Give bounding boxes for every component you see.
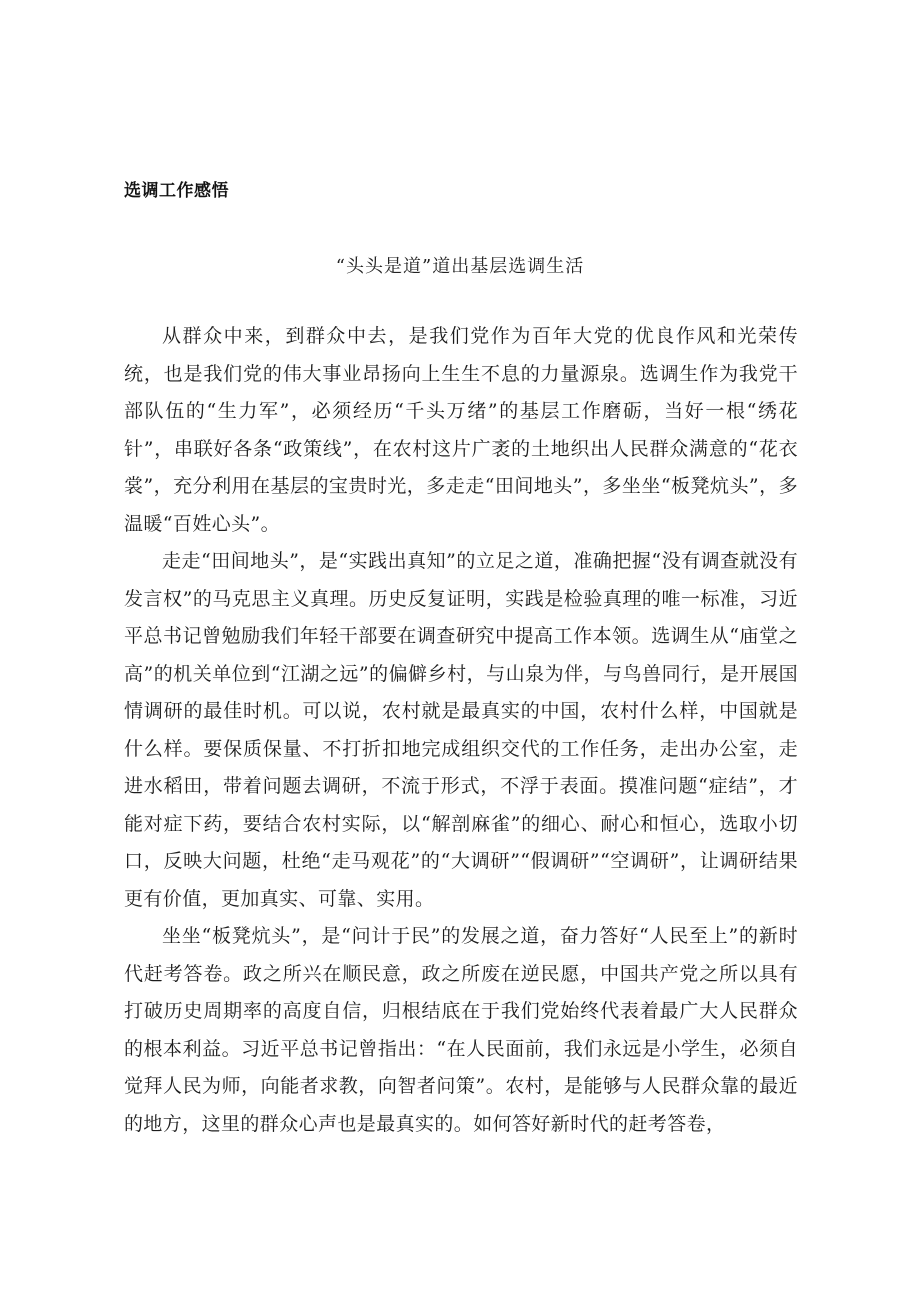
section-label: 选调工作感悟 (124, 181, 229, 201)
article-title: “头头是道”道出基层选调生活 (335, 256, 585, 277)
paragraph-1: 从群众中来，到群众中去，是我们党作为百年大党的优良作风和光荣传统，也是我们党的伟大事业昂扬向上生生不息的力量源泉。选调生作为我党干部队伍的“生力军”，必须经历“千头万绪”的基层工作磨砺，当好一根“绣花针”，串联好各条“政策线”，在农村这片广袤的土地织出人民群众满意的“花衣裳”，充分利用在基层的宝贵时光，多走走“田间地头”，多坐坐“板凳炕头”，多温暖“百姓心头”。 (124, 325, 798, 535)
article-body (124, 318, 798, 1143)
paragraph-3: 坐坐“板凳炕头”，是“问计于民”的发展之道，奋力答好“人民至上”的新时代赶考答卷。政之所兴在顺民意，政之所废在逆民愿，中国共产党之所以具有打破历史周期率的高度自信，归根结底在于我们党始终代表着最广大人民群众的根本利益。习近平总书记曾指出：“在人民面前，我们永远是小学生，必须自觉拜人民为师，向能者求教，向智者问策”。农村，是能够与人民群众靠的最近的地方，这里的群众心声也是最真实的。如何答好新时代的赶考答卷， (124, 925, 798, 1135)
paragraph-2: 走走“田间地头”，是“实践出真知”的立足之道，准确把握“没有调查就没有发言权”的马克思主义真理。历史反复证明，实践是检验真理的唯一标准，习近平总书记曾勉励我们年轻干部要在调查研究中提高工作本领。选调生从“庙堂之高”的机关单位到“江湖之远”的偏僻乡村，与山泉为伴，与鸟兽同行，是开展国情调研的最佳时机。可以说，农村就是最真实的中国，农村什么样，中国就是什么样。要保质保量、不打折扣地完成组织交代的工作任务，走出办公室，走进水稻田，带着问题去调研，不流于形式，不浮于表面。摸准问题“症结”，才能对症下药，要结合农村实际，以“解剖麻雀”的细心、耐心和恒心，选取小切口，反映大问题，杜绝“走马观花”的“大调研”“假调研”“空调研”，让调研结果更有价值，更加真实、可靠、实用。 (124, 550, 798, 910)
